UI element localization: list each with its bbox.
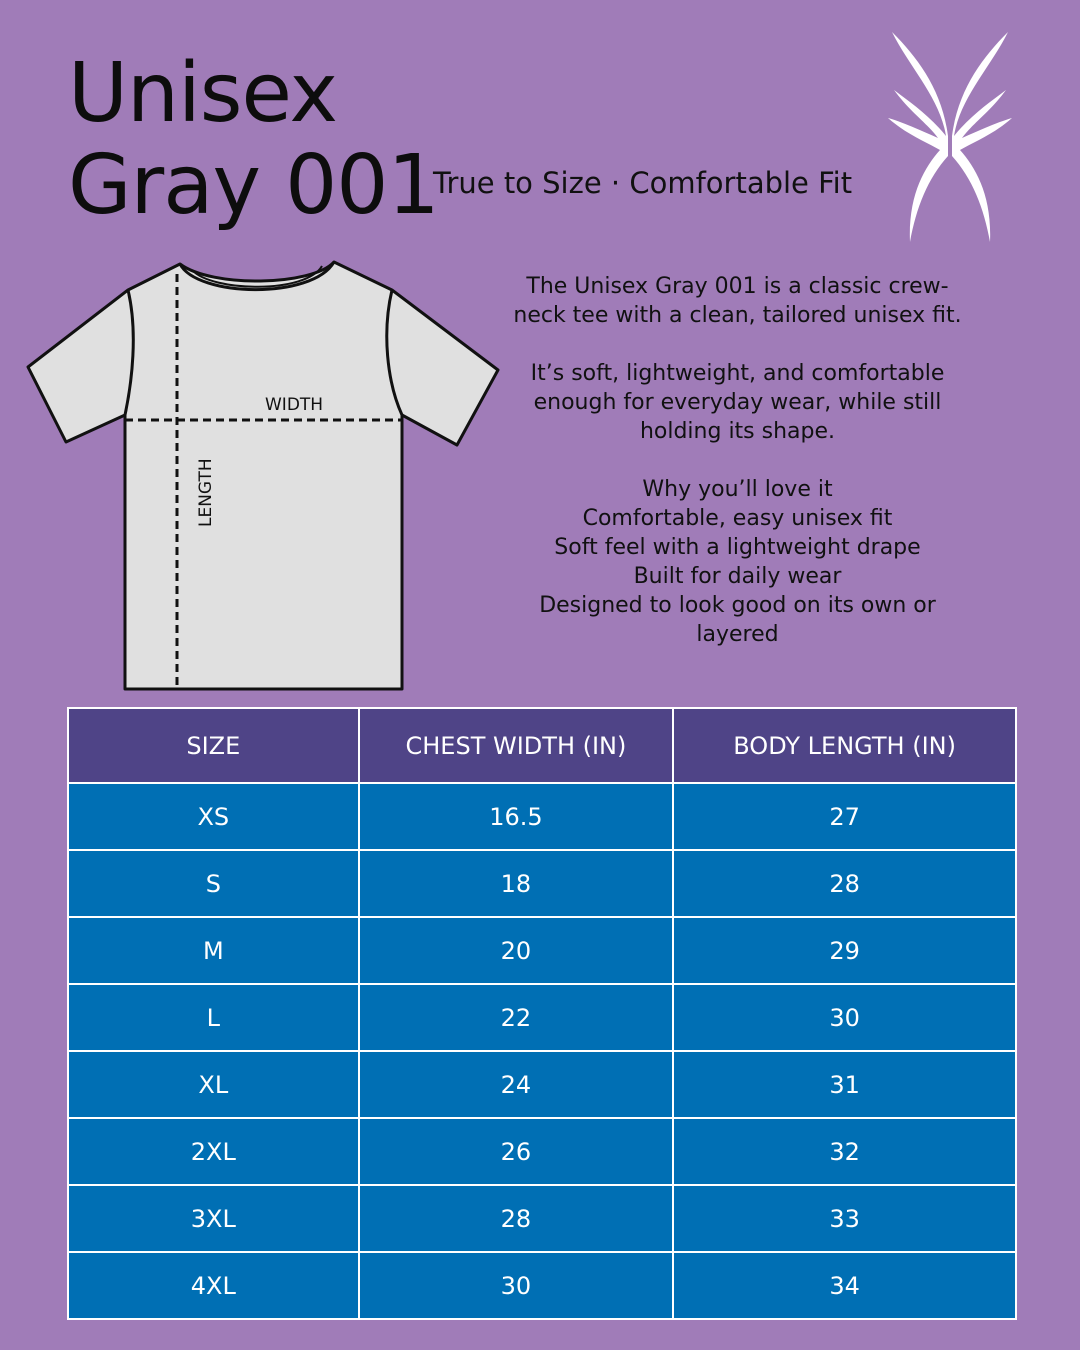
table-row (68, 783, 1016, 850)
cell-chest-width: 30 (359, 1252, 674, 1319)
tagline: True to Size · Comfortable Fit (433, 166, 853, 200)
cell-size: 4XL (68, 1252, 359, 1319)
table-row (68, 1118, 1016, 1185)
length-label: LENGTH (196, 458, 216, 527)
table-row (68, 984, 1016, 1051)
product-description (505, 272, 970, 649)
description-paragraph-1: The Unisex Gray 001 is a classic crew-neck tee with a clean, tailored unisex fit. (513, 274, 962, 328)
cell-body-length: 34 (673, 1252, 1016, 1319)
cell-body-length: 31 (673, 1051, 1016, 1118)
cell-chest-width: 18 (359, 850, 674, 917)
header-size: SIZE (68, 708, 359, 783)
cell-body-length: 28 (673, 850, 1016, 917)
table-row (68, 1252, 1016, 1319)
cell-size: S (68, 850, 359, 917)
feature-item: Designed to look good on its own or layered (539, 593, 936, 647)
cell-chest-width: 26 (359, 1118, 674, 1185)
cell-body-length: 32 (673, 1118, 1016, 1185)
wing-logo-icon (880, 28, 1020, 248)
header-body-length: BODY LENGTH (IN) (673, 708, 1016, 783)
cell-body-length: 33 (673, 1185, 1016, 1252)
cell-size: M (68, 917, 359, 984)
table-row (68, 850, 1016, 917)
tshirt-icon (22, 252, 502, 697)
title-line-2: Gray 001 (68, 138, 439, 233)
cell-size: L (68, 984, 359, 1051)
cell-size: XS (68, 783, 359, 850)
page-title (68, 48, 439, 232)
table-row (68, 1185, 1016, 1252)
cell-body-length: 27 (673, 783, 1016, 850)
feature-item: Built for daily wear (633, 564, 842, 589)
table-header-row (68, 708, 1016, 783)
cell-body-length: 30 (673, 984, 1016, 1051)
cell-body-length: 29 (673, 917, 1016, 984)
cell-chest-width: 28 (359, 1185, 674, 1252)
cell-chest-width: 20 (359, 917, 674, 984)
title-line-1: Unisex (68, 46, 338, 141)
cell-chest-width: 24 (359, 1051, 674, 1118)
cell-size: 3XL (68, 1185, 359, 1252)
size-chart-table (67, 707, 1017, 1320)
table-row (68, 917, 1016, 984)
table-row (68, 1051, 1016, 1118)
width-label: WIDTH (265, 395, 324, 415)
cell-size: XL (68, 1051, 359, 1118)
description-paragraph-2: It’s soft, lightweight, and comfortable enough for everyday wear, while still holding its shape. (530, 361, 945, 444)
cell-size: 2XL (68, 1118, 359, 1185)
cell-chest-width: 22 (359, 984, 674, 1051)
cell-chest-width: 16.5 (359, 783, 674, 850)
features-list (505, 475, 970, 649)
feature-item: Soft feel with a lightweight drape (554, 535, 921, 560)
features-heading: Why you’ll love it (642, 477, 833, 502)
header-chest-width: CHEST WIDTH (IN) (359, 708, 674, 783)
tshirt-body (28, 262, 498, 689)
feature-item: Comfortable, easy unisex fit (582, 506, 893, 531)
